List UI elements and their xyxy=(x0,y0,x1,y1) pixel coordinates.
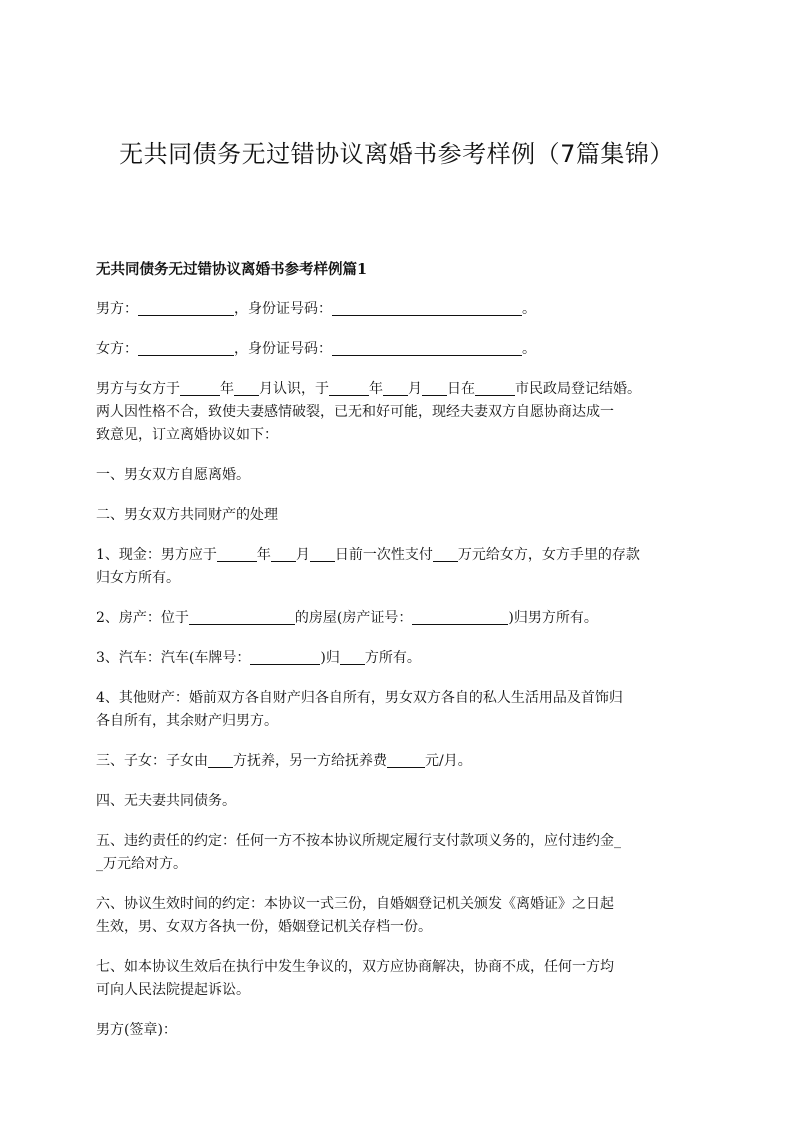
house-location-blank[interactable] xyxy=(189,609,295,625)
car-owner-blank[interactable] xyxy=(340,649,365,665)
man-signature-line: 男方(签章)： xyxy=(96,1022,177,1038)
clause-breach: 五、违约责任的约定：任何一方不按本协议所规定履行支付款项义务的，应付违约金_ _万元给对方。 xyxy=(96,833,621,872)
man-id-blank[interactable] xyxy=(332,300,522,316)
intro-line-2: 两人因性格不合，致使夫妻感情破裂，已无和好可能，现经夫妻双方自愿协商达成一 xyxy=(96,404,614,420)
document-title: 无共同债务无过错协议离婚书参考样例（7篇集锦） xyxy=(119,140,674,168)
woman-name-blank[interactable] xyxy=(138,340,234,356)
car-plate-blank[interactable] xyxy=(250,649,320,665)
custody-blank[interactable] xyxy=(208,752,233,768)
clause-car: 3、汽车：汽车(车牌号： )归 方所有。 xyxy=(96,650,421,666)
intro-paragraph xyxy=(96,378,696,447)
man-name-blank[interactable] xyxy=(138,300,234,316)
clause-children: 三、子女：子女由 方抚养，另一方给抚养费 元/月。 xyxy=(96,753,472,769)
intro-line-1: 男方与女方于 年 月认识，于 年 月 日在 市民政局登记结婚。 xyxy=(96,381,641,397)
house-cert-blank[interactable] xyxy=(412,609,508,625)
marry-month-blank[interactable] xyxy=(383,380,408,396)
meet-month-blank[interactable] xyxy=(234,380,259,396)
intro-line-3: 致意见，订立离婚协议如下： xyxy=(96,427,278,443)
clause-property-heading: 二、男女双方共同财产的处理 xyxy=(96,507,278,523)
pay-day-blank[interactable] xyxy=(310,546,335,562)
meet-year-blank[interactable] xyxy=(180,380,220,396)
clause-effective-date: 六、协议生效时间的约定：本协议一式三份，自婚姻登记机关颁发《离婚证》之日起 生效，男、女双方各执一份，婚姻登记机关存档一份。 xyxy=(96,896,614,935)
section-heading: 无共同债务无过错协议离婚书参考样例篇1 xyxy=(96,261,368,278)
support-amount-blank[interactable] xyxy=(387,752,425,768)
pay-amount-blank[interactable] xyxy=(433,546,458,562)
city-blank[interactable] xyxy=(475,380,515,396)
pay-month-blank[interactable] xyxy=(271,546,296,562)
marry-year-blank[interactable] xyxy=(329,380,369,396)
pay-year-blank[interactable] xyxy=(217,546,257,562)
clause-other-property: 4、其他财产：婚前双方各自财产归各自所有，男女双方各自的私人生活用品及首饰归 各自所有，其余财产归男方。 xyxy=(96,690,623,729)
clause-dispute: 七、如本协议生效后在执行中发生争议的，双方应协商解决，协商不成，任何一方均 可向人民法院提起诉讼。 xyxy=(96,959,614,998)
clause-house: 2、房产：位于 的房屋(房产证号： )归男方所有。 xyxy=(96,610,598,626)
document-body xyxy=(96,258,696,1059)
marry-day-blank[interactable] xyxy=(422,380,447,396)
clause-cash: 1、现金：男方应于 年 月 日前一次性支付 万元给女方，女方手里的存款 归女方所有。 xyxy=(96,547,640,586)
woman-id-line: 女方： ，身份证号码： 。 xyxy=(96,341,536,357)
clause-no-debt: 四、无夫妻共同债务。 xyxy=(96,793,236,809)
clause-voluntary-divorce: 一、男女双方自愿离婚。 xyxy=(96,467,250,483)
woman-id-blank[interactable] xyxy=(332,340,522,356)
man-id-line: 男方： ，身份证号码： 。 xyxy=(96,301,536,317)
